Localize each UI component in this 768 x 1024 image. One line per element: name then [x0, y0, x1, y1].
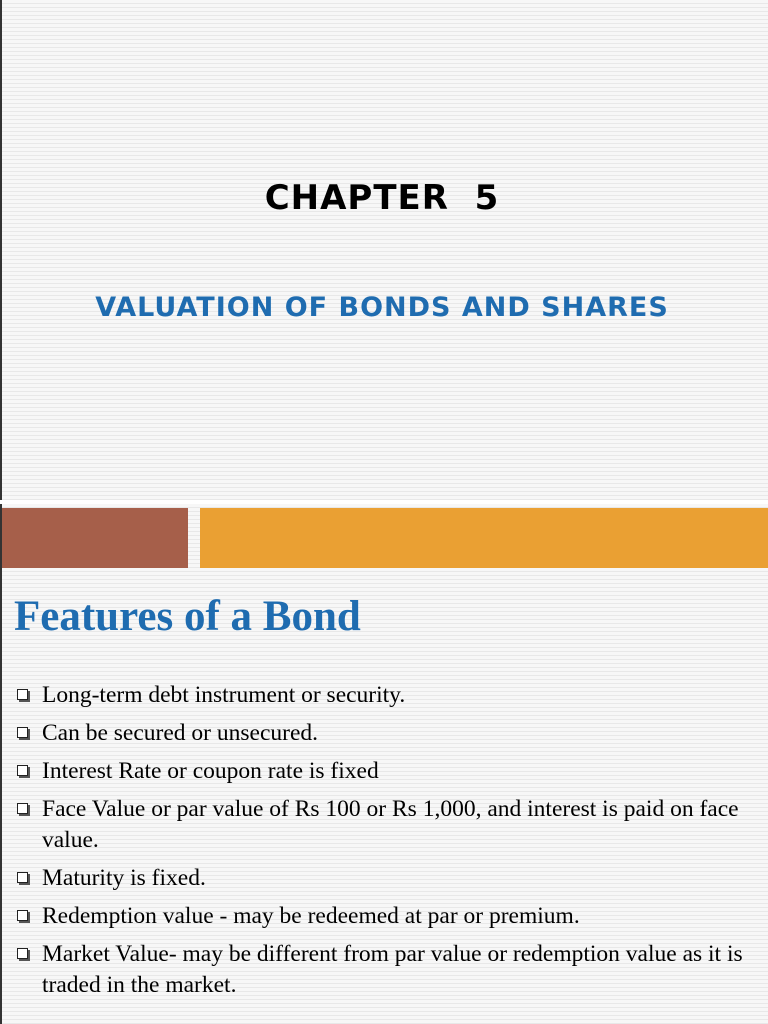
chapter-title: CHAPTER 5 — [264, 178, 500, 218]
list-item-text: Redemption value - may be redeemed at par or premium. — [42, 903, 580, 929]
header-bar-left — [2, 508, 188, 568]
list-item-text: Can be secured or unsecured. — [42, 720, 319, 746]
list-item-text: Long-term debt instrument or security. — [42, 682, 406, 708]
list-item-text: Market Value- may be different from par value or redemption value as it is traded in the market. — [42, 941, 743, 998]
square-bullet-icon — [17, 910, 28, 921]
list-item — [14, 756, 754, 787]
title-slide — [0, 0, 768, 500]
list-item — [14, 863, 754, 894]
square-bullet-icon — [17, 689, 28, 700]
slide-subtitle: VALUATION OF BONDS AND SHARES — [95, 292, 669, 323]
list-item — [14, 901, 754, 932]
slide-heading: Features of a Bond — [14, 593, 361, 640]
list-item-text: Face Value or par value of Rs 100 or Rs 1,000, and interest is paid on face value. — [42, 796, 739, 853]
header-bar-right — [200, 508, 768, 568]
list-item-text: Maturity is fixed. — [42, 865, 206, 891]
square-bullet-icon — [17, 765, 28, 776]
features-slide — [0, 504, 768, 1024]
list-item — [14, 680, 754, 711]
feature-list — [14, 680, 754, 1008]
list-item — [14, 939, 754, 1001]
list-item-text: Interest Rate or coupon rate is fixed — [42, 758, 379, 784]
list-item — [14, 794, 754, 856]
square-bullet-icon — [17, 872, 28, 883]
square-bullet-icon — [17, 727, 28, 738]
square-bullet-icon — [17, 803, 28, 814]
square-bullet-icon — [17, 948, 28, 959]
list-item — [14, 718, 754, 749]
